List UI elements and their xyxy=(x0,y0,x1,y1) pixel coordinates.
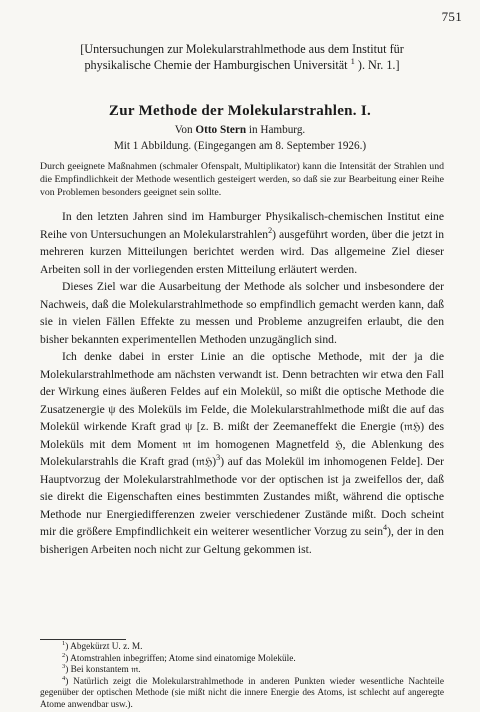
paragraph-text: Ich denke dabei in erster Linie an die optische Methode, mit der ja die Molekularstrahlmethode am nächsten verwandt ist. Denn betrachten wir etwa den Fall der Wirkung eines äußeren Feldes auf ein Molekül, so mißt die optische Methode die Zusatzenergie ψ des Moleküls im Felde, die Molekularstrahlmethode mißt die auf das Molekül wirkende Kraft grad ψ [z. B. mißt der Zeemaneffekt die Energie (𝔪ℌ) des Moleküls mit dem Moment 𝔪 im homogenen Magnetfeld ℌ, die Ablenkung des Molekularstrahls die Kraft grad (𝔪ℌ) xyxy=(40,350,444,468)
footnote-ref-4[interactable]: 4 xyxy=(383,523,388,533)
byline xyxy=(0,124,480,136)
footnote-mark: 4 xyxy=(62,674,66,682)
footnote-text: ) Natürlich zeigt die Molekularstrahlmethode in anderen Punkten wieder wesentliche Nachteile gegenüber der optischen Methode (sie mißt nicht die innere Energie des Atoms, ist schlecht auf angeregte Atome anwendbar usw.). xyxy=(40,676,444,710)
abstract-text: Durch geeignete Maßnahmen (schmaler Ofenspalt, Multiplikator) kann die Intensität der Strahlen und die Empfindlichkeit der Methode wesentlich gesteigert werden, so daß sie zur Bearbeitung einer Reihe von Problemen besonders geeignet sein sollte. xyxy=(40,161,444,198)
footnote-ref-2[interactable]: 2 xyxy=(268,225,273,235)
footnote-4 xyxy=(40,674,444,712)
footnote-2 xyxy=(40,651,444,666)
footnote-text: ) Abgekürzt U. z. M. xyxy=(65,642,143,652)
paragraph-text: Dieses Ziel war die Ausarbeitung der Methode als solcher und insbesondere der Nachweis, daß die Molekularstrahlmethode so empfindlich gemacht werden kann, daß sie in vielen Fällen Effekte zu messen und Probleme anzugreifen erlaubt, die den bisher bekannten experimentellen Methoden unzugänglich sind. xyxy=(40,280,444,346)
footnote-text: ) Bei konstantem 𝔪. xyxy=(65,665,141,676)
received-note: Mit 1 Abbildung. (Eingegangen am 8. September 1926.) xyxy=(113,140,367,152)
series-header-tail: ). Nr. 1.] xyxy=(357,58,400,72)
footnote-ref-3[interactable]: 3 xyxy=(216,453,221,463)
footnote-mark: 1 xyxy=(62,639,66,647)
paragraph-text: ) auf das Molekül im inhomogenen Felde]. Der Hauptvorzug der Molekularstrahlmethode vor der optischen ist ja zweifellos der, daß sie direkt die Eigenschaften eines bestimmten Zustandes mißt, während die optische Methode nur Energiedifferenzen zweier verschiedener Zustände mißt. Doch scheint mir die größere Empfindlichkeit ein weiterer wesentlicher Vorzug zu sein xyxy=(40,455,444,538)
footnote-text: ) Atomstrahlen inbegriffen; Atome sind einatomige Moleküle. xyxy=(65,653,296,664)
paragraph-text: In den letzten Jahren sind im Hamburger Physikalisch-chemischen Institut eine Reihe von Untersuchungen an Molekularstrahlen xyxy=(40,210,444,241)
footnote-mark: 3 xyxy=(62,663,66,671)
series-header xyxy=(52,41,432,73)
body-paragraph-1 xyxy=(40,208,444,278)
footnote-mark: 2 xyxy=(62,651,66,659)
footnote-ref-1[interactable]: 1 xyxy=(350,55,355,66)
body-paragraph-2 xyxy=(40,278,444,348)
paragraph-text: ), der in den bisherigen Arbeiten noch nicht zur Geltung gekommen ist. xyxy=(40,525,444,556)
byline-suffix: in Hamburg. xyxy=(246,124,306,136)
page-number: 751 xyxy=(441,9,462,24)
footnote-divider xyxy=(40,639,126,640)
footnote-1 xyxy=(40,639,444,654)
paragraph-text: ) ausgeführt worden, über die jetzt in mehreren kurzen Mitteilungen berichtet werden wird. Das allgemeine Ziel dieser Arbeiten soll in der vorliegenden ersten Mitteilung erläutert werden. xyxy=(40,227,444,276)
abstract xyxy=(40,160,444,199)
series-header-text: [Untersuchungen zur Molekularstrahlmethode aus dem Institut für physikalische Chemie der Hamburgischen Universität xyxy=(80,42,404,72)
article-body xyxy=(40,208,444,558)
body-paragraph-3 xyxy=(40,348,444,558)
author-name: Otto Stern xyxy=(195,124,247,136)
footnote-3 xyxy=(40,665,444,677)
article-title: Zur Methode der Molekularstrahlen. I. xyxy=(108,103,372,119)
footnotes xyxy=(40,639,444,712)
byline-prefix: Von xyxy=(174,124,196,136)
